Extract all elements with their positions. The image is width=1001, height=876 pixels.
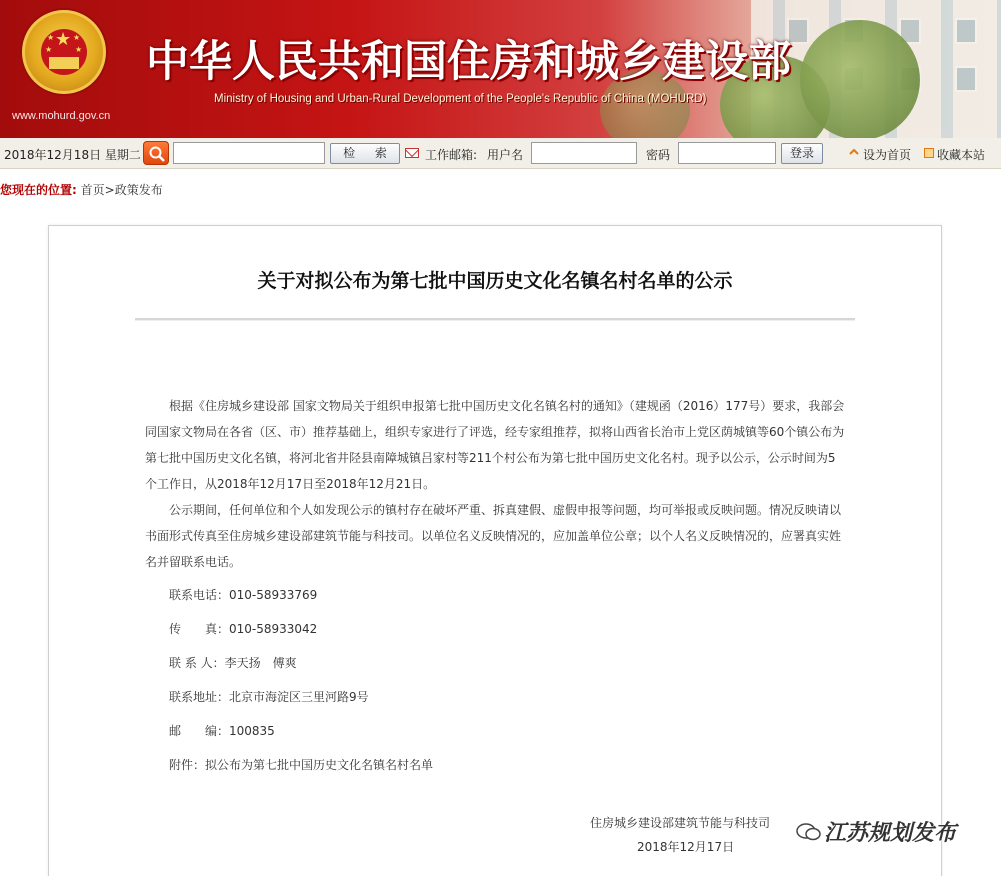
tree-decoration <box>800 20 920 138</box>
set-homepage-link[interactable]: 设为首页 <box>863 148 912 162</box>
search-icon[interactable] <box>143 141 169 165</box>
password-label: 密码 <box>646 148 671 162</box>
breadcrumb-separator: > <box>104 183 115 197</box>
article-title: 关于对拟公布为第七批中国历史文化名镇名村名单的公示 <box>257 270 733 292</box>
contact-fax: 传 真：010-58933042 <box>169 622 318 636</box>
wechat-icon <box>796 822 822 842</box>
username-input[interactable] <box>531 142 637 164</box>
contact-person: 联 系 人：李天扬 傅爽 <box>169 656 297 670</box>
top-toolbar <box>0 138 1001 169</box>
login-button[interactable]: 登录 <box>781 143 823 164</box>
breadcrumb-home-link[interactable]: 首页 <box>80 183 105 197</box>
attachment-link[interactable]: 附件：拟公布为第七批中国历史文化名镇名村名单 <box>169 758 434 772</box>
breadcrumb-lead: 您现在的位置: <box>0 183 77 197</box>
site-url: www.mohurd.gov.cn <box>12 110 111 122</box>
site-banner <box>0 0 1001 138</box>
search-input[interactable] <box>173 142 325 164</box>
contact-phone: 联系电话：010-58933769 <box>169 588 318 602</box>
signature-date: 2018年12月17日 <box>637 840 735 854</box>
bookmark-icon <box>924 148 934 158</box>
mail-icon <box>405 148 419 158</box>
site-title-english: Ministry of Housing and Urban-Rural Development of the People's Republic of China (MOHURD) <box>214 93 707 105</box>
article-paragraph-2: 公示期间，任何单位和个人如发现公示的镇村存在破坏严重、拆真建假、虚假申报等问题，均可举报或反映问题。情况反映请以书面形式传真至住房城乡建设部建筑节能与科技司。以单位名义反映情况的，应加盖单位公章；以个人名义反映情况的，应署真实姓名并留联系电话。 <box>145 503 842 569</box>
article-paragraph-1: 根据《住房城乡建设部 国家文物局关于组织申报第七批中国历史文化名镇名村的通知》（建规函（2016）177号）要求，我部会同国家文物局在各省（区、市）推荐基础上，组织专家进行了评选，经专家组推荐，拟将山西省长治市上党区荫城镇等60个镇公布为第七批中国历史文化名镇，将河北省井陉县南障城镇吕家村等211个村公布为第七批中国历史文化名村。现予以公示，公示时间为5个工作日，从2018年12月17日至2018年12月21日。 <box>145 399 845 491</box>
contact-address: 联系地址：北京市海淀区三里河路9号 <box>169 690 369 704</box>
article-panel <box>48 225 942 876</box>
national-emblem-icon[interactable]: ★ ★ ★ ★ ★ <box>22 10 106 94</box>
search-button[interactable]: 检 索 <box>330 143 400 164</box>
signature-org: 住房城乡建设部建筑节能与科技司 <box>590 816 771 830</box>
username-label: 用户名 <box>487 148 524 162</box>
watermark-text: 江苏规划发布 <box>824 821 957 846</box>
contact-postcode: 邮 编：100835 <box>169 724 275 738</box>
title-divider <box>135 318 855 321</box>
password-input[interactable] <box>678 142 776 164</box>
breadcrumb <box>0 181 163 198</box>
home-icon <box>849 148 859 158</box>
current-date: 2018年12月18日 星期二 <box>4 148 141 162</box>
breadcrumb-current-link[interactable]: 政策发布 <box>114 183 163 197</box>
work-mail-label: 工作邮箱: <box>425 148 478 162</box>
site-title: 中华人民共和国住房和城乡建设部 <box>146 37 791 87</box>
bookmark-link[interactable]: 收藏本站 <box>937 148 986 162</box>
